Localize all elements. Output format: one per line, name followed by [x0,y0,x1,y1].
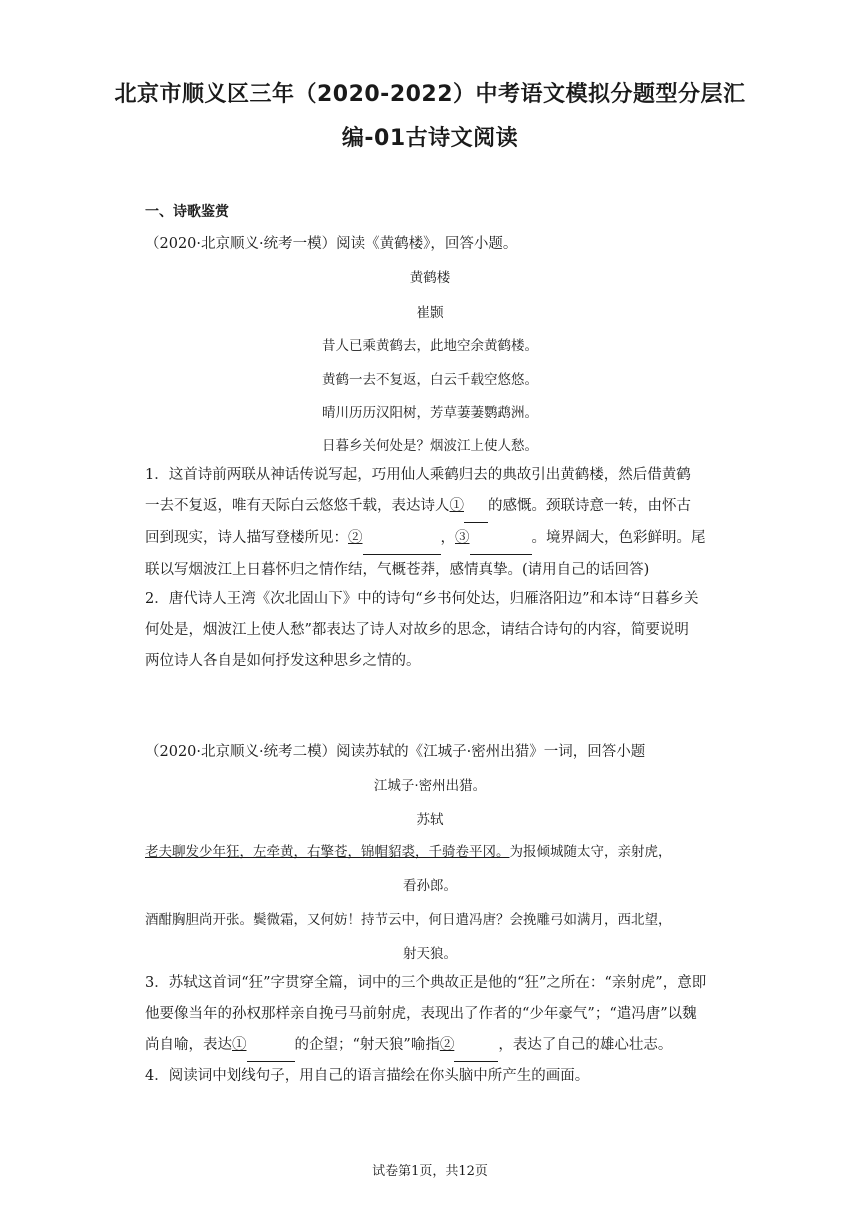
q1-blank-2[interactable] [363,523,441,555]
q1-blank-marker-3: ③ [455,530,470,546]
q1-blank-marker-1: ① [449,498,464,514]
q3-line-1: 3．苏轼这首词“狂”字贯穿全篇，词中的三个典故正是他的“狂”之所在：“亲射虎”，意即 [145,975,707,991]
q3-line-3 [145,1030,717,1062]
question-2 [145,584,717,677]
poem1-title: 黄鹤楼 [409,270,451,286]
poem2-verse-1-rest: 为报倾城随太守，亲射虎， [509,844,672,860]
q1-blank-1[interactable] [464,491,488,523]
page-footer: 试卷第1页，共12页 [372,1164,488,1179]
q3-blank-1[interactable] [247,1030,295,1062]
q3-text-c: ，表达了自己的雄心壮志。 [498,1037,673,1053]
q1-text-c: 回到现实，诗人描写登楼所见： [145,530,348,546]
poem1-line-3: 晴川历历汉阳树，芳草萋萋鹦鹉洲。 [322,405,538,421]
q2-line-3: 两位诗人各自是如何抒发这种思乡之情的。 [145,653,421,669]
question-1 [145,460,717,586]
q2-line-1: 2．唐代诗人王湾《次北固山下》中的诗句“乡书何处达，归雁洛阳边”和本诗“日暮乡关 [145,591,699,607]
poem2-verse-2-cont: 射天狼。 [403,946,457,962]
q1-blank-marker-2: ② [348,530,363,546]
group1-intro: （2020·北京顺义·统考一模）阅读《黄鹤楼》，回答小题。 [145,236,518,252]
question-3 [145,968,717,1062]
question-4 [145,1061,717,1092]
q2-line-2: 何处是，烟波江上使人愁”都表达了诗人对故乡的思念，请结合诗句的内容，简要说明 [145,622,689,638]
poem1-line-4: 日暮乡关何处是？烟波江上使人愁。 [322,438,538,454]
poem2-title: 江城子·密州出猎。 [373,778,487,794]
q1-line-1: 1．这首诗前两联从神话传说写起，巧用仙人乘鹤归去的典故引出黄鹤楼，然后借黄鹤 [145,467,691,483]
poem2-verse-1 [145,840,717,860]
q1-line-2 [145,491,717,523]
poem1-line-2: 黄鹤一去不复返，白云千载空悠悠。 [322,372,538,388]
q1-line-4: 联以写烟波江上日暮怀归之情作结，气概苍莽，感情真挚。(请用自己的话回答) [145,562,650,578]
q3-text-b: 的企望；“射天狼”喻指 [294,1037,440,1053]
document-title-line-2: 编-01古诗文阅读 [341,126,519,151]
document-title-line-1: 北京市顺义区三年（2020-2022）中考语文模拟分题型分层汇 [114,82,746,107]
poem2-verse-1-cont: 看孙郎。 [403,878,457,894]
q4-line-1: 4．阅读词中划线句子，用自己的语言描绘在你头脑中所产生的画面。 [145,1068,590,1084]
q1-text-d: 。境界阔大，色彩鲜明。尾 [531,530,706,546]
poem1-line-1: 昔人已乘黄鹤去，此地空余黄鹤楼。 [322,338,538,354]
q1-line-3 [145,523,717,555]
poem1-author: 崔颢 [416,305,444,321]
q1-separator: ， [440,530,455,546]
q3-line-2: 他要像当年的孙权那样亲自挽弓马前射虎，表现出了作者的“少年豪气”；“遣冯唐”以魏 [145,1006,697,1022]
q1-blank-3[interactable] [470,523,532,555]
q3-blank-marker-1: ① [232,1037,247,1053]
poem2-verse-2: 酒酣胸胆尚开张。鬓微霜，又何妨！持节云中，何日遣冯唐？会挽雕弓如满月，西北望， [145,912,672,928]
q3-blank-marker-2: ② [439,1037,455,1053]
q1-text-b: 的感慨。颈联诗意一转，由怀古 [488,498,691,514]
group2-intro: （2020·北京顺义·统考二模）阅读苏轼的《江城子·密州出猎》一词，回答小题 [145,744,646,760]
q3-blank-2[interactable] [454,1030,498,1062]
q3-text-a: 尚自喻，表达 [145,1037,232,1053]
q1-text-a: 一去不复返，唯有天际白云悠悠千载，表达诗人 [145,498,450,514]
poem2-underlined-sentence: 老夫聊发少年狂，左牵黄，右擎苍，锦帽貂裘，千骑卷平冈。 [145,844,510,860]
poem2-author: 苏轼 [416,812,444,828]
section-heading-poetry: 一、诗歌鉴赏 [145,204,229,220]
